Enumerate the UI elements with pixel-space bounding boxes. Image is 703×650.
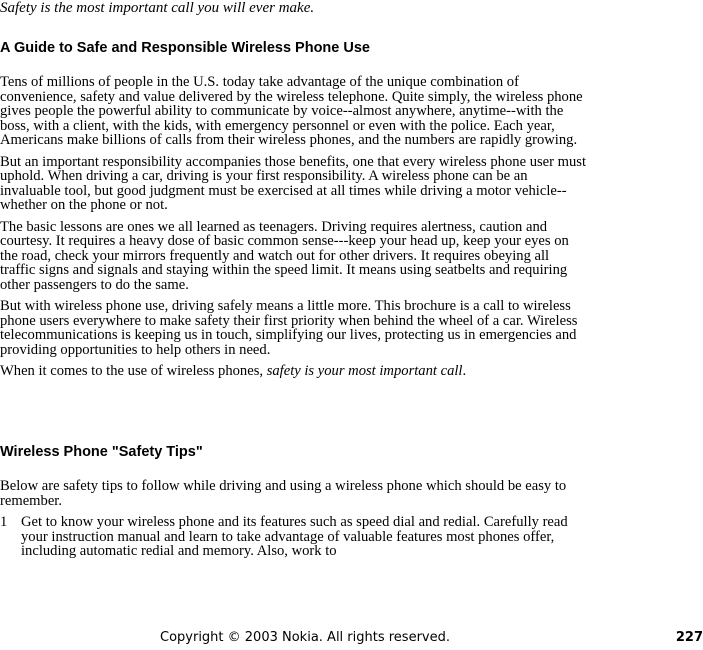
paragraph: But with wireless phone use, driving safely means a little more. This brochure is a call to wireless phone users everywhere to make safety their first priority when behind the wheel of a car. Wireless telecommunications is keeping us in touch, simplifying our lives, protecting us in emergencies and providing opportunities to help others in need. xyxy=(0,298,578,358)
paragraph: But an important responsibility accompanies those benefits, one that every wireless phone user must uphold. When driving a car, driving is your first responsibility. A wireless phone can be an invaluable tool, but good judgment must be exercised at all times while driving a motor vehicle--whether on the phone or not. xyxy=(0,153,587,213)
closing-paragraph xyxy=(0,364,588,379)
tagline: Safety is the most important call you will ever make. xyxy=(0,0,315,16)
section-heading-guide: A Guide to Safe and Responsible Wireless Phone Use xyxy=(0,40,370,56)
closing-emphasis: safety is your most important call xyxy=(266,363,463,379)
closing-end: . xyxy=(462,363,467,379)
copyright-footer: Copyright © 2003 Nokia. All rights reserved. xyxy=(160,630,450,645)
tips-intro: Below are safety tips to follow while driving and using a wireless phone which should be easy to remember. xyxy=(0,478,567,509)
list-item-number: 1 xyxy=(0,514,8,530)
paragraph: The basic lessons are ones we all learned as teenagers. Driving requires alertness, caution and courtesy. It requires a heavy dose of basic common sense---keep your head up, keep your eyes on the road, check your mirrors frequently and watch out for other drivers. It requires obeying all traffic signs and signals and staying within the speed limit. It means using seatbelts and requiring other passengers to do the same. xyxy=(0,218,569,293)
safety-tips-body xyxy=(0,479,588,559)
paragraph: Tens of millions of people in the U.S. today take advantage of the unique combination of convenience, safety and value delivered by the wireless telephone. Quite simply, the wireless phone gives people the powerful ability to communicate by voice--almost anywhere, anytime--with the boss, with a client, with the kids, with emergency personnel or even with the police. Each year, Americans make billions of calls from their wireless phones, and the numbers are rapidly growing. xyxy=(0,74,583,148)
list-item xyxy=(0,515,588,559)
page-number: 227 xyxy=(675,630,703,645)
list-item-text: Get to know your wireless phone and its features such as speed dial and redial. Carefully read your instruction manual and learn to take advantage of valuable features most phones offer, including automatic redial and memory. Also, work to xyxy=(21,514,568,559)
guide-body xyxy=(0,75,588,386)
closing-lead: When it comes to the use of wireless phones, xyxy=(0,363,267,379)
section-heading-safety-tips: Wireless Phone "Safety Tips" xyxy=(0,444,203,460)
